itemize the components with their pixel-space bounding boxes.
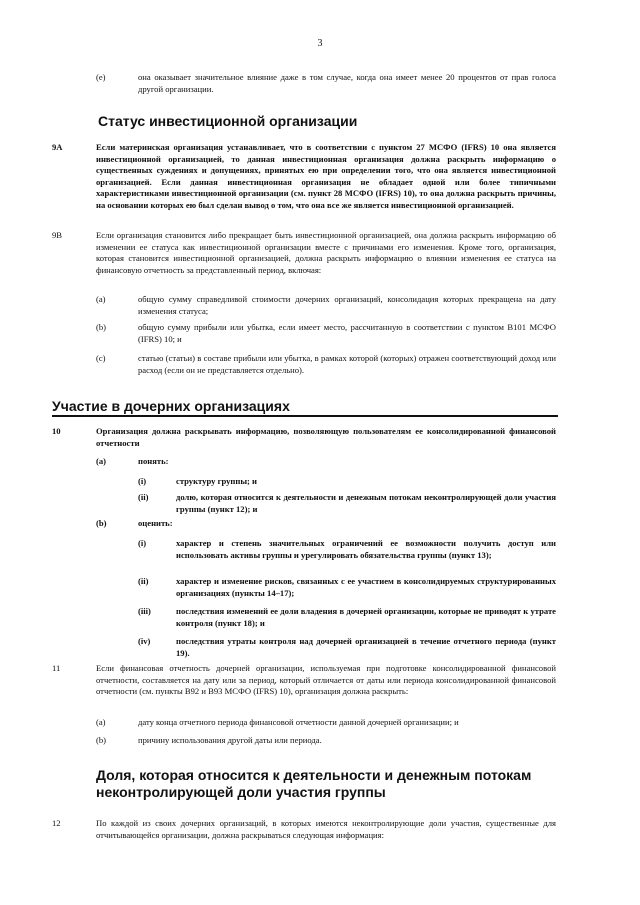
list-item-label: (a): [96, 717, 106, 727]
para-9b-number: 9B: [52, 230, 63, 240]
list-item-text: статью (статьи) в составе прибыли или убытка, в рамках которой (которых) отражен соответствующий доход или расход (если он не представляется отдельно).: [138, 353, 556, 375]
page-number: 3: [317, 38, 323, 49]
para-9a-text: Если материнская организация устанавливает, что в соответствии с пунктом 27 МСФО (IFRS) 10 она является инвестиционной организацией, то данная инвестиционная организация должна раскрыть информацию о существенных суждениях и допущениях, принятых ею при определении того, что она является инвестиционной организацией. Если данная инвестиционная организация не обладает одной или более типичными характеристиками инвестиционной организации (см. пункт 28 МСФО (IFRS) 10), то она должна раскрыть причины, на основании которых ею был сделан вывод о том, что она все же является инвестиционной организацией.: [96, 142, 556, 210]
para-10-number: 10: [52, 426, 61, 436]
sub-item-label: (ii): [138, 492, 149, 502]
list-item-text: дату конца отчетного периода финансовой отчетности данной дочерней организации; и: [138, 717, 459, 727]
sub-item-label: (i): [138, 476, 147, 486]
para-9a-number: 9A: [52, 142, 63, 152]
list-item-text: общую сумму справедливой стоимости дочерних организаций, консолидация которых прекращена на дату изменения статуса;: [138, 294, 556, 316]
sub-item-text: долю, которая относится к деятельности и денежным потокам неконтролирующей доли участия группы (пункт 12); и: [176, 492, 556, 514]
section-heading-nci: Доля, которая относится к деятельности и денежным потокам неконтролирующей доли участия группы: [96, 767, 532, 800]
sub-item-text: последствия изменений ее доли владения в дочерней организации, которые не приводят к утрате контроля (пункт 18); и: [176, 606, 556, 628]
para-11-text: Если финансовая отчетность дочерней организации, используемая при подготовке консолидированной финансовой отчетности, составляется на дату или за период, который отличается от даты или периода консолидированной финансовой отчетности (см. пункты B92 и B93 МСФО (IFRS) 10), организация должна раскрыть:: [96, 663, 556, 697]
list-item-text: причину использования другой даты или периода.: [138, 735, 322, 745]
sub-a-text: понять:: [138, 456, 169, 466]
list-item-label: (c): [96, 353, 106, 363]
sub-item-text: характер и изменение рисков, связанных с ее участием в консолидируемых структурированных организациях (пункты 14–17);: [176, 576, 556, 598]
sub-item-text: последствия утраты контроля над дочерней организацией в течение отчетного периода (пункт 19).: [176, 636, 556, 658]
section-heading-investment-entity: Статус инвестиционной организации: [98, 113, 358, 129]
item-e-label: (e): [96, 72, 106, 82]
sub-item-label: (i): [138, 538, 147, 548]
list-item-label: (b): [96, 735, 107, 745]
sub-item-text: структуру группы; и: [176, 476, 258, 486]
sub-item-label: (iii): [138, 606, 151, 616]
list-item-text: общую сумму прибыли или убытка, если имеет место, рассчитанную в соответствии с пунктом B101 МСФО (IFRS) 10; и: [138, 322, 556, 344]
sub-item-label: (iv): [138, 636, 151, 646]
list-item-label: (b): [96, 322, 107, 332]
section-divider: [52, 415, 558, 417]
sub-b-label: (b): [96, 518, 107, 528]
sub-item-label: (ii): [138, 576, 149, 586]
para-10-text: Организация должна раскрывать информацию, позволяющую пользователям ее консолидированной финансовой отчетности: [96, 426, 556, 448]
para-9b-text: Если организация становится либо прекращает быть инвестиционной организацией, она должна раскрыть информацию об изменении ее статуса как инвестиционной организации вместе с причинами его изменения. Кроме того, организация, которая становится инвестиционной организацией, должна раскрыть информацию о влиянии изменения ее статуса на финансовую отчетность за представленный период, включая:: [96, 230, 556, 275]
para-11-number: 11: [52, 663, 61, 673]
para-12-text: По каждой из своих дочерних организаций, в которых имеются неконтролирующие доли участия, существенные для отчитывающейся организации, должна раскрываться следующая информация:: [96, 818, 556, 840]
sub-a-label: (a): [96, 456, 107, 466]
list-item-label: (a): [96, 294, 106, 304]
para-12-number: 12: [52, 818, 61, 828]
section-heading-subsidiaries: Участие в дочерних организациях: [52, 398, 290, 414]
item-e-text: она оказывает значительное влияние даже в том случае, когда она имеет менее 20 процентов от прав голоса другой организации.: [138, 72, 556, 94]
sub-item-text: характер и степень значительных ограничений ее возможности получить доступ или использовать активы группы и урегулировать обязательства группы (пункт 13);: [176, 538, 556, 560]
sub-b-text: оценить:: [138, 518, 173, 528]
